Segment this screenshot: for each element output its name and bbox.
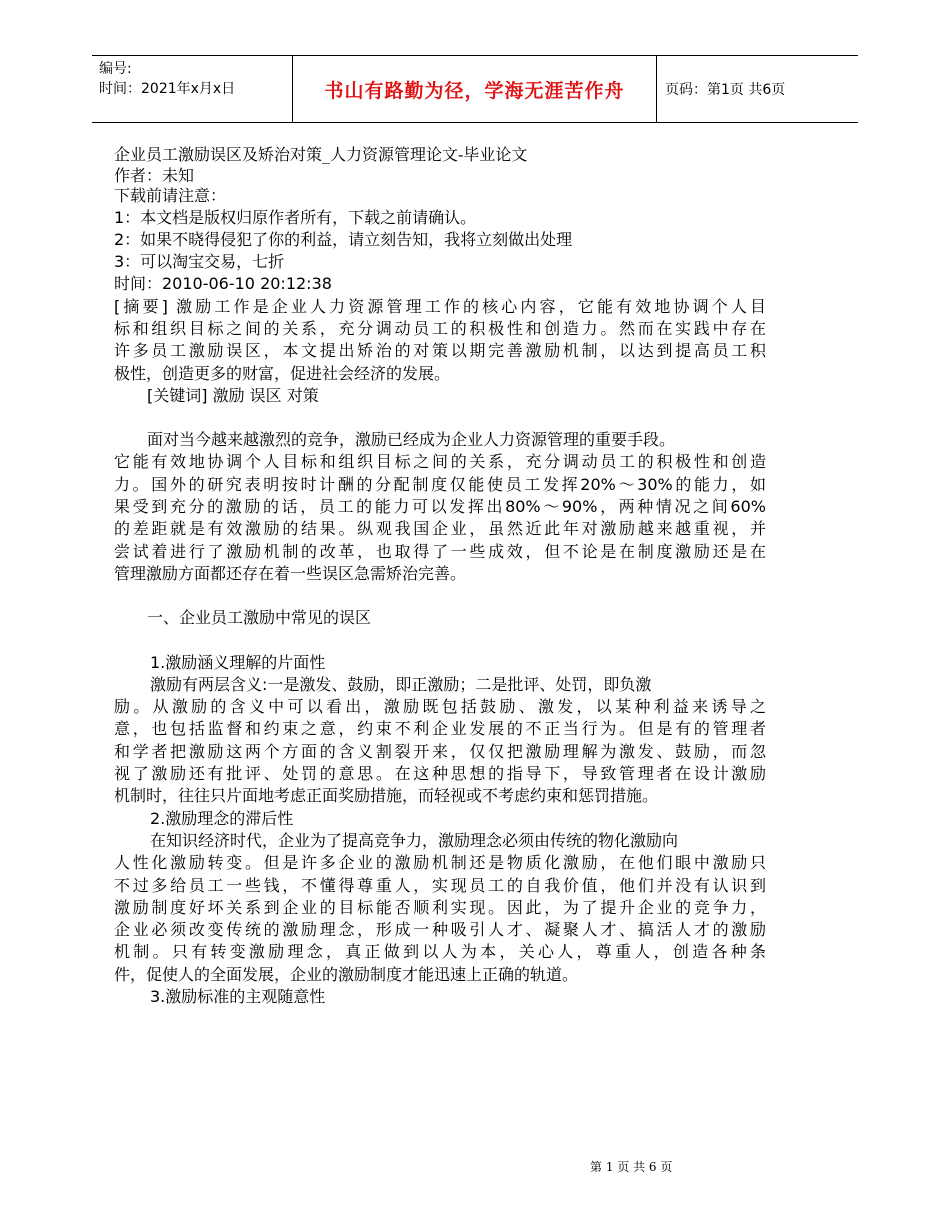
header-left-cell: [92, 56, 292, 122]
text-line: 尝试着进行了激励机制的改革，也取得了一些成效，但不论是在制度激励还是在: [114, 541, 766, 561]
note-2: 2：如果不晓得侵犯了你的利益，请立刻告知，我将立刻做出处理: [114, 229, 573, 249]
text-line: 面对当今越来越激烈的竞争，激励已经成为企业人力资源管理的重要手段。: [147, 430, 676, 450]
document-body: [114, 145, 766, 1008]
text-line: 企业必须改变传统的激励理念，形成一种吸引人才、凝聚人才、搞活人才的激励: [114, 920, 766, 940]
article-title: 企业员工激励误区及矫治对策_人力资源管理论文-毕业论文: [114, 145, 528, 164]
download-notice: 下载前请注意：: [114, 186, 227, 205]
paragraph-1: [114, 674, 766, 808]
page-footer: 第 1 页 共 6 页: [590, 1160, 673, 1174]
subsection-heading-2: 2.激励理念的滞后性: [150, 808, 294, 828]
text-line: 激励有两层含义:一是激发、鼓励，即正激励；二是批评、处罚，即负激: [150, 674, 652, 694]
text-line: 机制时，往往只片面地考虑正面奖励措施，而轻视或不考虑约束和惩罚措施。: [114, 786, 659, 806]
text-line: 机制。只有转变激励理念，真正做到以人为本，关心人，尊重人，创造各种条: [114, 942, 766, 962]
text-line: 力。国外的研究表明按时计酬的分配制度仅能使员工发挥20%～30%的能力，如: [114, 474, 766, 494]
text-line: 极性，创造更多的财富，促进社会经济的发展。: [114, 363, 451, 383]
note-1: 1：本文档是版权归原作者所有，下载之前请确认。: [114, 207, 477, 227]
page-header: [92, 55, 858, 123]
text-line: 激励制度好坏关系到企业的目标能否顺利实现。因此，为了提升企业的竞争力，: [114, 897, 766, 917]
text-line: 许多员工激励误区，本文提出矫治的对策以期完善激励机制，以达到提高员工积: [114, 341, 766, 361]
note-3: 3：可以淘宝交易，七折: [114, 252, 285, 272]
text-line: 不过多给员工一些钱，不懂得尊重人，实现员工的自我价值，他们并没有认识到: [114, 875, 766, 895]
article-time: 时间：2010-06-10 20:12:38: [114, 274, 332, 294]
text-line: [摘要] 激励工作是企业人力资源管理工作的核心内容，它能有效地协调个人目: [114, 296, 766, 316]
document-time-label: 时间：2021年x月x日: [99, 81, 236, 97]
subsection-heading-3: 3.激励标准的主观随意性: [150, 987, 326, 1006]
text-line: 件，促使人的全面发展，企业的激励制度才能迅速上正确的轨道。: [114, 964, 579, 984]
text-line: 励。从激励的含义中可以看出，激励既包括鼓励、激发，以某种利益来诱导之: [114, 697, 766, 717]
text-line: 它能有效地协调个人目标和组织目标之间的关系，充分调动员工的积极性和创造: [114, 452, 766, 472]
keywords-line: [关键词] 激励 误区 对策: [147, 385, 319, 405]
text-line: 果受到充分的激励的话，员工的能力可以发挥出80%～90%，两种情况之间60%: [114, 497, 766, 517]
subsection-heading-1: 1.激励涵义理解的片面性: [150, 652, 326, 672]
text-line: 人性化激励转变。但是许多企业的激励机制还是物质化激励，在他们眼中激励只: [114, 853, 766, 873]
section-heading-1: 一、企业员工激励中常见的误区: [147, 608, 372, 628]
text-line: 和学者把激励这两个方面的含义割裂开来，仅仅把激励理解为激发、鼓励，而忽: [114, 741, 766, 761]
paragraph-2: [114, 830, 766, 986]
document-number-label: 编号:: [99, 61, 132, 77]
header-motto: 书山有路勤为径，学海无涯苦作舟: [292, 56, 657, 122]
header-page-info: 页码：第1页 共6页: [665, 82, 786, 98]
text-line: 视了激励还有批评、处罚的意思。在这种思想的指导下，导致管理者在设计激励: [114, 764, 766, 784]
text-line: 的差距就是有效激励的结果。纵观我国企业，虽然近此年对激励越来越重视，并: [114, 519, 766, 539]
text-line: 标和组织目标之间的关系，充分调动员工的积极性和创造力。然而在实践中存在: [114, 318, 766, 338]
abstract-paragraph: [114, 296, 766, 385]
intro-paragraph: [114, 429, 766, 585]
text-line: 在知识经济时代，企业为了提高竞争力，激励理念必须由传统的物化激励向: [150, 830, 679, 850]
text-line: 管理激励方面都还存在着一些误区急需矫治完善。: [114, 563, 467, 583]
text-line: 意，也包括监督和约束之意，约束不利企业发展的不正当行为。但是有的管理者: [114, 719, 766, 739]
article-author: 作者：未知: [114, 165, 195, 185]
article-meta: [114, 145, 766, 207]
